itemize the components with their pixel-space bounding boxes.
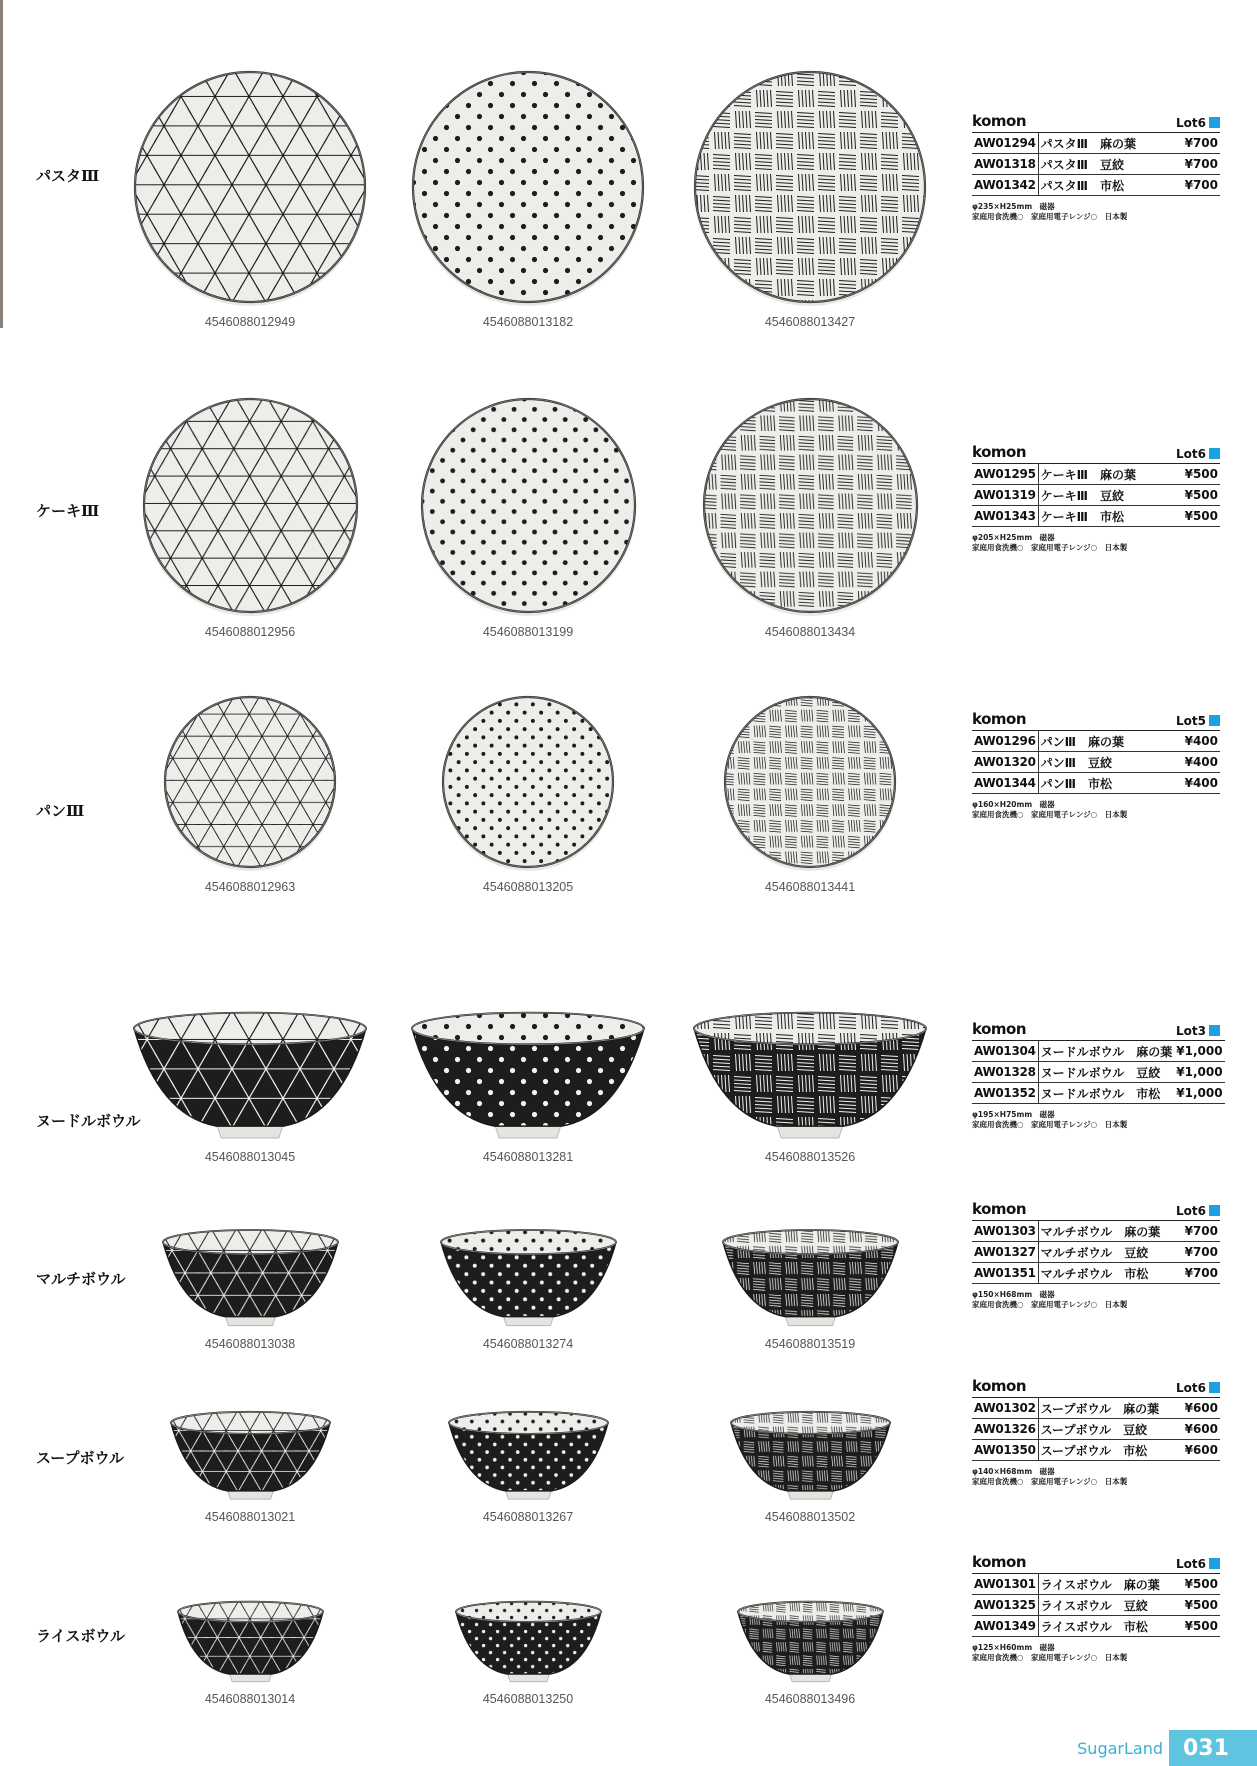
lot-badge — [1176, 1204, 1220, 1218]
plate-asanoha-icon — [130, 67, 370, 307]
lot-label: Lot6 — [1176, 1381, 1206, 1395]
product-price: ¥400 — [1166, 752, 1220, 773]
product-price: ¥1,000 — [1174, 1062, 1224, 1083]
plate-ichimatsu-icon — [720, 692, 900, 872]
product-price: ¥1,000 — [1174, 1041, 1224, 1062]
bowl-asanoha-icon — [130, 1010, 370, 1142]
bowl-asanoha-icon — [167, 1410, 334, 1502]
product-code: AW01344 — [972, 773, 1038, 794]
product-price: ¥700 — [1178, 1221, 1220, 1242]
lot-label: Lot6 — [1176, 1204, 1206, 1218]
product-name: ケーキⅢ 豆絞 — [1038, 485, 1170, 506]
product-code: AW01302 — [972, 1398, 1038, 1419]
product-name: スープボウル 豆絞 — [1038, 1419, 1177, 1440]
product-name: パンⅢ 豆絞 — [1038, 752, 1166, 773]
plate-asanoha-icon — [139, 394, 362, 617]
table-row — [972, 1574, 1220, 1595]
product-price: ¥600 — [1178, 1398, 1220, 1419]
bowl-dots-icon — [408, 1010, 648, 1142]
plate-dots-icon — [408, 67, 648, 307]
spec-notes — [972, 1290, 1220, 1310]
table-row — [972, 1083, 1225, 1104]
product-spec-block — [972, 710, 1220, 820]
jan-code: 4546088013274 — [482, 1337, 574, 1351]
product-table — [972, 1220, 1220, 1284]
product-name: マルチボウル 豆絞 — [1038, 1242, 1178, 1263]
table-row — [972, 1595, 1220, 1616]
product-code: AW01350 — [972, 1440, 1038, 1461]
care-notes: 家庭用食洗機○ 家庭用電子レンジ○ 日本製 — [972, 543, 1128, 552]
product-code: AW01327 — [972, 1242, 1038, 1263]
product-spec-block — [972, 1377, 1220, 1487]
table-row — [972, 485, 1220, 506]
product-name: パンⅢ 麻の葉 — [1038, 731, 1166, 752]
product-name: ケーキⅢ 麻の葉 — [1038, 464, 1170, 485]
lot-square-icon — [1209, 715, 1220, 726]
product-row-label: パスタⅢ — [36, 167, 100, 185]
jan-code: 4546088013441 — [764, 880, 856, 894]
product-code: AW01320 — [972, 752, 1038, 773]
care-notes: 家庭用食洗機○ 家庭用電子レンジ○ 日本製 — [972, 1120, 1128, 1129]
product-price: ¥500 — [1170, 485, 1220, 506]
product-price: ¥500 — [1170, 464, 1220, 485]
jan-code: 4546088013182 — [482, 315, 574, 329]
jan-code: 4546088013526 — [764, 1150, 856, 1164]
lot-label: Lot5 — [1176, 714, 1206, 728]
table-row — [972, 752, 1220, 773]
product-price: ¥600 — [1178, 1440, 1220, 1461]
bowl-asanoha-icon — [174, 1600, 327, 1684]
spec-notes — [972, 1467, 1220, 1487]
product-price: ¥700 — [1178, 1263, 1220, 1284]
table-row — [972, 1263, 1220, 1284]
plate-ichimatsu-icon — [699, 394, 922, 617]
jan-code: 4546088013199 — [482, 625, 574, 639]
table-row — [972, 1616, 1220, 1637]
product-name: ケーキⅢ 市松 — [1038, 506, 1170, 527]
product-name: スープボウル 市松 — [1038, 1440, 1177, 1461]
table-row — [972, 464, 1220, 485]
product-code: AW01349 — [972, 1616, 1038, 1637]
product-code: AW01301 — [972, 1574, 1038, 1595]
table-row — [972, 506, 1220, 527]
plate-dots-icon — [438, 692, 618, 872]
product-code: AW01295 — [972, 464, 1038, 485]
product-code: AW01303 — [972, 1221, 1038, 1242]
product-spec-block — [972, 443, 1220, 553]
product-name: ヌードルボウル 豆絞 — [1038, 1062, 1174, 1083]
dimension-text: φ160×H20mm 磁器 — [972, 800, 1055, 809]
bowl-asanoha-icon — [159, 1228, 342, 1329]
jan-code: 4546088013267 — [482, 1510, 574, 1524]
product-price: ¥700 — [1170, 175, 1220, 196]
spec-notes — [972, 202, 1220, 222]
bowl-ichimatsu-icon — [690, 1010, 930, 1142]
lot-badge — [1176, 447, 1220, 461]
lot-square-icon — [1209, 1382, 1220, 1393]
spec-notes — [972, 800, 1220, 820]
lot-badge — [1176, 116, 1220, 130]
product-code: AW01325 — [972, 1595, 1038, 1616]
bowl-dots-icon — [452, 1600, 605, 1684]
bowl-dots-icon — [445, 1410, 612, 1502]
product-spec-block — [972, 1200, 1220, 1310]
product-code: AW01319 — [972, 485, 1038, 506]
dimension-text: φ150×H68mm 磁器 — [972, 1290, 1055, 1299]
product-price: ¥500 — [1178, 1616, 1220, 1637]
jan-code: 4546088013519 — [764, 1337, 856, 1351]
jan-code: 4546088012963 — [204, 880, 296, 894]
brand-name: komon — [972, 112, 1026, 130]
jan-code: 4546088013014 — [204, 1692, 296, 1706]
product-name: ヌードルボウル 麻の葉 — [1038, 1041, 1174, 1062]
care-notes: 家庭用食洗機○ 家庭用電子レンジ○ 日本製 — [972, 1477, 1128, 1486]
table-row — [972, 1242, 1220, 1263]
care-notes: 家庭用食洗機○ 家庭用電子レンジ○ 日本製 — [972, 1653, 1128, 1662]
jan-code: 4546088013496 — [764, 1692, 856, 1706]
lot-label: Lot6 — [1176, 1557, 1206, 1571]
product-row-label: スープボウル — [36, 1449, 125, 1467]
product-price: ¥500 — [1170, 506, 1220, 527]
brand-name: komon — [972, 1553, 1026, 1571]
plate-asanoha-icon — [160, 692, 340, 872]
dimension-text: φ205×H25mm 磁器 — [972, 533, 1055, 542]
product-price: ¥500 — [1178, 1574, 1220, 1595]
product-name: マルチボウル 麻の葉 — [1038, 1221, 1178, 1242]
product-spec-block — [972, 1020, 1223, 1130]
product-code: AW01342 — [972, 175, 1038, 196]
plate-ichimatsu-icon — [690, 67, 930, 307]
jan-code: 4546088013021 — [204, 1510, 296, 1524]
lot-square-icon — [1209, 117, 1220, 128]
product-name: パスタⅢ 麻の葉 — [1038, 133, 1170, 154]
product-code: AW01304 — [972, 1041, 1038, 1062]
spec-notes — [972, 1643, 1220, 1663]
lot-label: Lot6 — [1176, 116, 1206, 130]
table-row — [972, 1041, 1225, 1062]
product-row-label: マルチボウル — [36, 1270, 126, 1288]
jan-code: 4546088013205 — [482, 880, 574, 894]
table-row — [972, 1062, 1225, 1083]
table-row — [972, 175, 1220, 196]
product-name: パンⅢ 市松 — [1038, 773, 1166, 794]
dimension-text: φ235×H25mm 磁器 — [972, 202, 1055, 211]
spec-notes — [972, 533, 1220, 553]
product-spec-block — [972, 1553, 1220, 1663]
brand-name: komon — [972, 1377, 1026, 1395]
jan-code: 4546088012949 — [204, 315, 296, 329]
lot-badge — [1176, 714, 1220, 728]
product-price: ¥400 — [1166, 731, 1220, 752]
care-notes: 家庭用食洗機○ 家庭用電子レンジ○ 日本製 — [972, 212, 1128, 221]
table-row — [972, 1398, 1220, 1419]
lot-square-icon — [1209, 1025, 1220, 1036]
lot-square-icon — [1209, 1558, 1220, 1569]
brand-name: komon — [972, 1020, 1026, 1038]
lot-badge — [1176, 1557, 1220, 1571]
page-footer — [1077, 1730, 1257, 1766]
product-name: ライスボウル 豆絞 — [1038, 1595, 1178, 1616]
product-table — [972, 1040, 1225, 1104]
jan-code: 4546088013427 — [764, 315, 856, 329]
product-code: AW01326 — [972, 1419, 1038, 1440]
product-code: AW01343 — [972, 506, 1038, 527]
brand-name: komon — [972, 710, 1026, 728]
product-price: ¥1,000 — [1174, 1083, 1224, 1104]
product-code: AW01318 — [972, 154, 1038, 175]
product-name: スープボウル 麻の葉 — [1038, 1398, 1177, 1419]
product-price: ¥700 — [1170, 154, 1220, 175]
table-row — [972, 1440, 1220, 1461]
jan-code: 4546088013281 — [482, 1150, 574, 1164]
lot-label: Lot6 — [1176, 447, 1206, 461]
brand-name: komon — [972, 443, 1026, 461]
product-code: AW01328 — [972, 1062, 1038, 1083]
product-code: AW01351 — [972, 1263, 1038, 1284]
product-table — [972, 1573, 1220, 1637]
table-row — [972, 1419, 1220, 1440]
plate-dots-icon — [417, 394, 640, 617]
product-name: ライスボウル 市松 — [1038, 1616, 1178, 1637]
table-row — [972, 133, 1220, 154]
product-code: AW01352 — [972, 1083, 1038, 1104]
product-price: ¥500 — [1178, 1595, 1220, 1616]
lot-label: Lot3 — [1176, 1024, 1206, 1038]
dimension-text: φ125×H60mm 磁器 — [972, 1643, 1055, 1652]
care-notes: 家庭用食洗機○ 家庭用電子レンジ○ 日本製 — [972, 1300, 1128, 1309]
product-name: パスタⅢ 市松 — [1038, 175, 1170, 196]
table-row — [972, 1221, 1220, 1242]
product-table — [972, 730, 1220, 794]
product-name: マルチボウル 市松 — [1038, 1263, 1178, 1284]
product-price: ¥700 — [1170, 133, 1220, 154]
spec-notes — [972, 1110, 1220, 1130]
product-spec-block — [972, 112, 1220, 222]
dimension-text: φ140×H68mm 磁器 — [972, 1467, 1055, 1476]
bowl-ichimatsu-icon — [727, 1410, 894, 1502]
bowl-ichimatsu-icon — [719, 1228, 902, 1329]
table-row — [972, 773, 1220, 794]
page-number: 031 — [1169, 1730, 1257, 1766]
left-edge-bar — [0, 0, 3, 328]
product-row-label: ヌードルボウル — [36, 1112, 141, 1130]
product-row-label: パンⅢ — [36, 802, 85, 820]
product-name: ヌードルボウル 市松 — [1038, 1083, 1174, 1104]
product-name: パスタⅢ 豆絞 — [1038, 154, 1170, 175]
product-table — [972, 1397, 1220, 1461]
jan-code: 4546088013038 — [204, 1337, 296, 1351]
jan-code: 4546088012956 — [204, 625, 296, 639]
care-notes: 家庭用食洗機○ 家庭用電子レンジ○ 日本製 — [972, 810, 1128, 819]
brand-name: komon — [972, 1200, 1026, 1218]
footer-brand: SugarLand — [1077, 1738, 1163, 1758]
product-code: AW01296 — [972, 731, 1038, 752]
bowl-ichimatsu-icon — [734, 1600, 887, 1684]
dimension-text: φ195×H75mm 磁器 — [972, 1110, 1055, 1119]
product-row-label: ライスボウル — [36, 1627, 125, 1645]
product-price: ¥700 — [1178, 1242, 1220, 1263]
jan-code: 4546088013434 — [764, 625, 856, 639]
product-table — [972, 132, 1220, 196]
jan-code: 4546088013045 — [204, 1150, 296, 1164]
bowl-dots-icon — [437, 1228, 620, 1329]
product-table — [972, 463, 1220, 527]
product-name: ライスボウル 麻の葉 — [1038, 1574, 1178, 1595]
lot-square-icon — [1209, 448, 1220, 459]
jan-code: 4546088013250 — [482, 1692, 574, 1706]
lot-badge — [1176, 1381, 1220, 1395]
product-price: ¥400 — [1166, 773, 1220, 794]
product-code: AW01294 — [972, 133, 1038, 154]
jan-code: 4546088013502 — [764, 1510, 856, 1524]
lot-square-icon — [1209, 1205, 1220, 1216]
lot-badge — [1176, 1024, 1220, 1038]
table-row — [972, 731, 1220, 752]
product-row-label: ケーキⅢ — [36, 502, 100, 520]
product-price: ¥600 — [1178, 1419, 1220, 1440]
table-row — [972, 154, 1220, 175]
